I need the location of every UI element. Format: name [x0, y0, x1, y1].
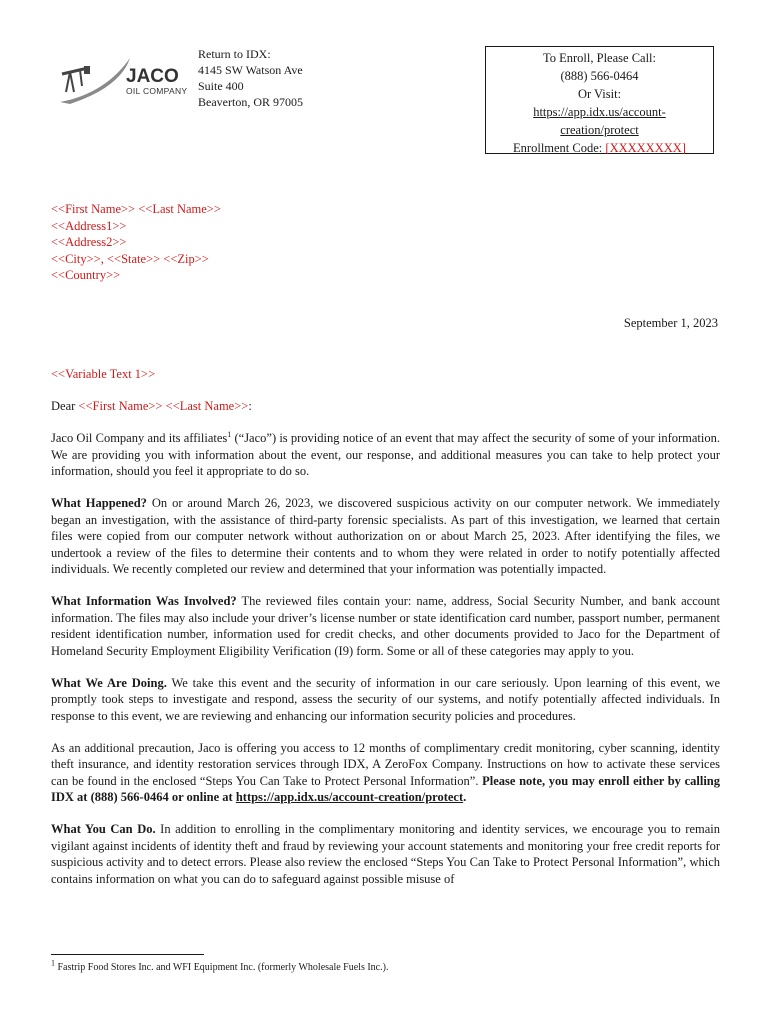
enroll-phone: (888) 566-0464 — [560, 69, 639, 83]
precaution-note: Please note, you may enroll either by calling IDX at (888) 566-0464 or online at — [51, 773, 720, 804]
recipient-address — [51, 201, 221, 284]
information-involved-heading: What Information Was Involved? — [51, 594, 237, 608]
enroll-visit-label: Or Visit: — [577, 87, 622, 101]
precaution-end: . — [463, 790, 467, 804]
return-address-line: Suite 400 — [198, 79, 244, 93]
precaution-paragraph — [51, 740, 720, 806]
recipient-country: <<Country>> — [51, 268, 121, 282]
what-happened-paragraph — [51, 495, 720, 578]
what-we-are-doing-body: We take this event and the security of information in our care seriously. Upon learning of this event, we promptly took steps to investigate and respond, assess the security of our systems, and notify potentially affected individuals. In response to this event, we are reviewing and enhancing our information security policies and procedures. — [51, 675, 720, 723]
what-you-can-do-body: In addition to enrolling in the complimentary monitoring and identity services, we encourage you to remain vigilant against incidents of identity theft and fraud by reviewing your account statements and monitoring your free credit reports for suspicious activity and to detect errors. Please also review the enclosed “Steps You Can Take to Protect Personal Information”, which contains information on what you can do to safeguard against possible misuse of — [51, 822, 720, 886]
recipient-city-state-zip: <<City>>, <<State>> <<Zip>> — [51, 251, 209, 266]
precaution-body: As an additional precaution, Jaco is offering you access to 12 months of complimentary credit monitoring, cyber scanning, identity theft insurance, and identity restoration services through IDX, A ZeroFox Company. Instructions on how to activate these services can be found in the enclosed “Steps You Can Take to Protect Personal Information”. — [51, 740, 720, 788]
return-address-line: 4145 SW Watson Ave — [198, 63, 303, 77]
what-you-can-do-heading: What You Can Do. — [51, 822, 156, 836]
jaco-logo-mark — [54, 52, 199, 108]
salutation-dear: Dear — [51, 399, 79, 413]
recipient-address2: <<Address2>> — [51, 235, 127, 249]
what-we-are-doing-heading: What We Are Doing. — [51, 675, 167, 690]
recipient-address1: <<Address1>> — [51, 218, 127, 233]
what-happened-heading: What Happened? — [51, 496, 147, 510]
enrollment-code — [486, 139, 713, 157]
information-involved-paragraph — [51, 593, 720, 659]
enroll-url-link-continued[interactable]: creation/protect — [560, 123, 639, 137]
enroll-call-label: To Enroll, Please Call: — [543, 51, 656, 65]
footnote-number: 1 — [51, 958, 55, 968]
salutation — [51, 398, 720, 415]
information-involved-body: The reviewed files contain your: name, address, Social Security Number, and bank account information. The files may also include your driver’s license number or state identification card number, passport number, permanent resident identification number, information used for credit checks, and other documents provided to Jaco for the Department of Homeland Security Employment Eligibility Verification (I9) form. Some or all of these categories may apply to you. — [51, 594, 720, 658]
footnote-marker: 1 — [227, 429, 232, 439]
salutation-colon: : — [248, 399, 252, 413]
intro-text: Jaco Oil Company and its affiliates — [51, 431, 228, 445]
what-happened-body: On or around March 26, 2023, we discovered suspicious activity on our computer network. We immediately began an investigation, with the assistance of third-party forensic specialists. As part of this investigation, we learned that certain files were copied from our computer network without authorization on or about March 25, 2023. After identifying the files, we undertook a review of the files to determine their contents and to whom they were related in order to notify potentially affected individuals. We recently completed our review and determined that your information was potentially impacted. — [51, 496, 721, 576]
footnote-divider — [51, 954, 204, 955]
enrollment-code-value: [XXXXXXXX] — [605, 141, 686, 155]
recipient-name: <<First Name>> <<Last Name>> — [51, 202, 221, 216]
intro-paragraph — [51, 430, 720, 480]
letter-body — [51, 366, 720, 903]
precaution-enroll-link[interactable]: https://app.idx.us/account-creation/protect — [235, 790, 464, 804]
footnote — [51, 958, 389, 973]
intro-text-continued: (“Jaco”) is providing notice of an event that may affect the security of some of your information. We are providing you with information about the event, our response, and additional measures you can take to help protect your information, should you feel it appropriate to do so. — [51, 431, 721, 478]
salutation-name: <<First Name>> <<Last Name>> — [78, 399, 249, 413]
return-address-line: Beaverton, OR 97005 — [198, 95, 303, 109]
return-address — [198, 46, 303, 110]
enroll-url-link[interactable]: https://app.idx.us/account- — [533, 105, 666, 119]
letter-date: September 1, 2023 — [623, 316, 718, 330]
what-we-are-doing-paragraph — [51, 675, 720, 725]
enrollment-code-label: Enrollment Code: — [513, 141, 606, 155]
what-you-can-do-paragraph — [51, 821, 720, 887]
svg-text:OIL COMPANY: OIL COMPANY — [126, 86, 188, 96]
footnote-text: Fastrip Food Stores Inc. and WFI Equipment Inc. (formerly Wholesale Fuels Inc.). — [55, 962, 389, 973]
svg-text:JACO: JACO — [126, 66, 179, 87]
variable-text: <<Variable Text 1>> — [51, 367, 156, 381]
company-logo — [54, 52, 199, 108]
enrollment-box — [485, 46, 714, 154]
return-address-line: Return to IDX: — [198, 47, 271, 61]
